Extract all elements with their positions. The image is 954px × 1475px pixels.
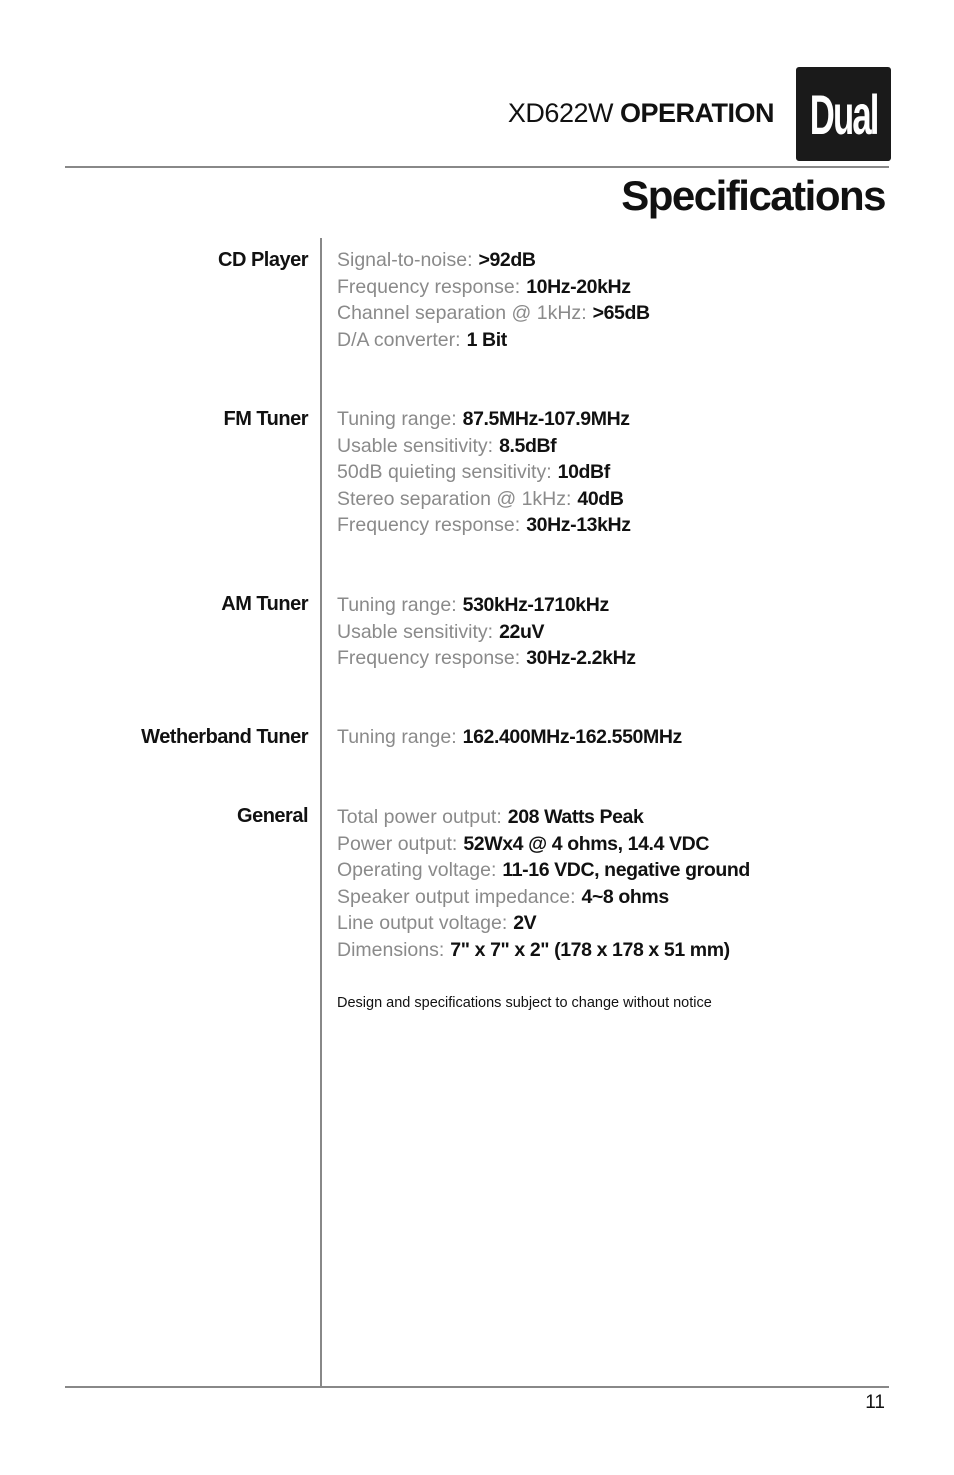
- spec-row: Tuning range: 530kHz-1710kHz: [337, 594, 609, 616]
- spec-key: Line output voltage: [337, 912, 502, 934]
- spec-value: 7" x 7" x 2" (178 x 178 x 51 mm): [450, 938, 730, 961]
- header-title: [508, 98, 774, 129]
- spec-row: Frequency response: 10Hz-20kHz: [337, 275, 631, 298]
- spec-key: Tuning range: [337, 408, 452, 430]
- spec-value: 40dB: [577, 487, 624, 510]
- section-label-fm-tuner: FM Tuner: [223, 408, 308, 430]
- spec-row: Signal-to-noise: >92dB: [337, 249, 536, 271]
- spec-value: 10dBf: [557, 461, 610, 483]
- spec-list-cd-player: [337, 247, 650, 353]
- spec-row: Frequency response: 30Hz-13kHz: [337, 514, 631, 536]
- spec-row: D/A converter: 1 Bit: [337, 328, 507, 351]
- logo-text: Dual: [809, 82, 878, 146]
- spec-key: Usable sensitivity: [337, 434, 488, 457]
- spec-value: 87.5MHz-107.9MHz: [462, 408, 630, 430]
- spec-row: Total power output: 208 Watts Peak: [337, 806, 644, 828]
- spec-value: 30Hz-13kHz: [526, 514, 631, 536]
- column-divider: [320, 238, 322, 1388]
- spec-key: Frequency response: [337, 275, 515, 298]
- page-title: Specifications: [621, 172, 885, 219]
- model-name: XD622W: [507, 98, 613, 128]
- spec-row: Stereo separation @ 1kHz: 40dB: [337, 487, 624, 510]
- spec-row: Line output voltage: 2V: [337, 912, 537, 934]
- spec-row: Usable sensitivity: 22uV: [337, 620, 545, 643]
- spec-value: 530kHz-1710kHz: [462, 594, 609, 616]
- section-label-am-tuner: AM Tuner: [221, 593, 308, 615]
- spec-list-am-tuner: [337, 592, 636, 672]
- spec-value: 8.5dBf: [499, 434, 557, 457]
- spec-row: Channel separation @ 1kHz: >65dB: [337, 302, 650, 324]
- spec-key: Speaker output impedance: [337, 885, 571, 908]
- spec-value: >92dB: [478, 249, 536, 271]
- spec-value: 1 Bit: [466, 328, 507, 351]
- spec-key: 50dB quieting sensitivity: [337, 461, 547, 483]
- spec-list-general: [337, 804, 750, 963]
- spec-value: 2V: [513, 912, 537, 934]
- page-number: 11: [865, 1392, 885, 1413]
- spec-row: Tuning range: 87.5MHz-107.9MHz: [337, 408, 630, 430]
- spec-row: Power output: 52Wx4 @ 4 ohms, 14.4 VDC: [337, 832, 710, 855]
- spec-key: Signal-to-noise: [337, 249, 468, 271]
- spec-key: Stereo separation @ 1kHz: [337, 487, 566, 510]
- dual-logo: [796, 67, 891, 161]
- spec-row: Dimensions: 7" x 7" x 2" (178 x 178 x 51 mm): [337, 938, 730, 961]
- spec-value: 10Hz-20kHz: [526, 275, 631, 298]
- spec-list-fm-tuner: [337, 406, 631, 539]
- spec-value: 208 Watts Peak: [507, 806, 644, 828]
- spec-key: Tuning range: [337, 726, 452, 748]
- spec-row: Tuning range: 162.400MHz-162.550MHz: [337, 726, 682, 748]
- spec-row: Speaker output impedance: 4~8 ohms: [337, 885, 669, 908]
- spec-key: Power output: [337, 832, 452, 855]
- spec-list-weatherband-tuner: [337, 724, 682, 751]
- top-divider: [65, 166, 889, 168]
- disclaimer-note: Design and specifications subject to change without notice: [337, 995, 712, 1011]
- spec-key: Channel separation @ 1kHz: [337, 302, 582, 324]
- section-label-general: General: [237, 805, 308, 827]
- spec-value: 4~8 ohms: [581, 885, 669, 908]
- spec-key: Frequency response: [337, 514, 515, 536]
- spec-key: Operating voltage: [337, 859, 491, 881]
- section-label-weatherband-tuner: Wetherband Tuner: [141, 726, 308, 748]
- spec-key: Tuning range: [337, 594, 452, 616]
- spec-key: D/A converter: [337, 328, 456, 351]
- spec-value: 22uV: [499, 620, 545, 643]
- spec-key: Frequency response: [337, 647, 515, 669]
- spec-row: Operating voltage: 11-16 VDC, negative ground: [337, 859, 750, 881]
- bottom-divider: [65, 1386, 889, 1388]
- spec-value: >65dB: [592, 302, 650, 324]
- spec-value: 162.400MHz-162.550MHz: [462, 726, 682, 748]
- spec-value: 52Wx4 @ 4 ohms, 14.4 VDC: [463, 832, 710, 855]
- spec-key: Total power output: [337, 806, 497, 828]
- spec-value: 30Hz-2.2kHz: [526, 647, 636, 669]
- spec-key: Dimensions: [337, 938, 439, 961]
- spec-row: Frequency response: 30Hz-2.2kHz: [337, 647, 636, 669]
- spec-row: Usable sensitivity: 8.5dBf: [337, 434, 557, 457]
- spec-row: 50dB quieting sensitivity: 10dBf: [337, 461, 610, 483]
- operation-label: OPERATION: [619, 98, 774, 128]
- spec-value: 11-16 VDC, negative ground: [502, 859, 750, 881]
- section-label-cd-player: CD Player: [218, 249, 308, 271]
- spec-key: Usable sensitivity: [337, 620, 488, 643]
